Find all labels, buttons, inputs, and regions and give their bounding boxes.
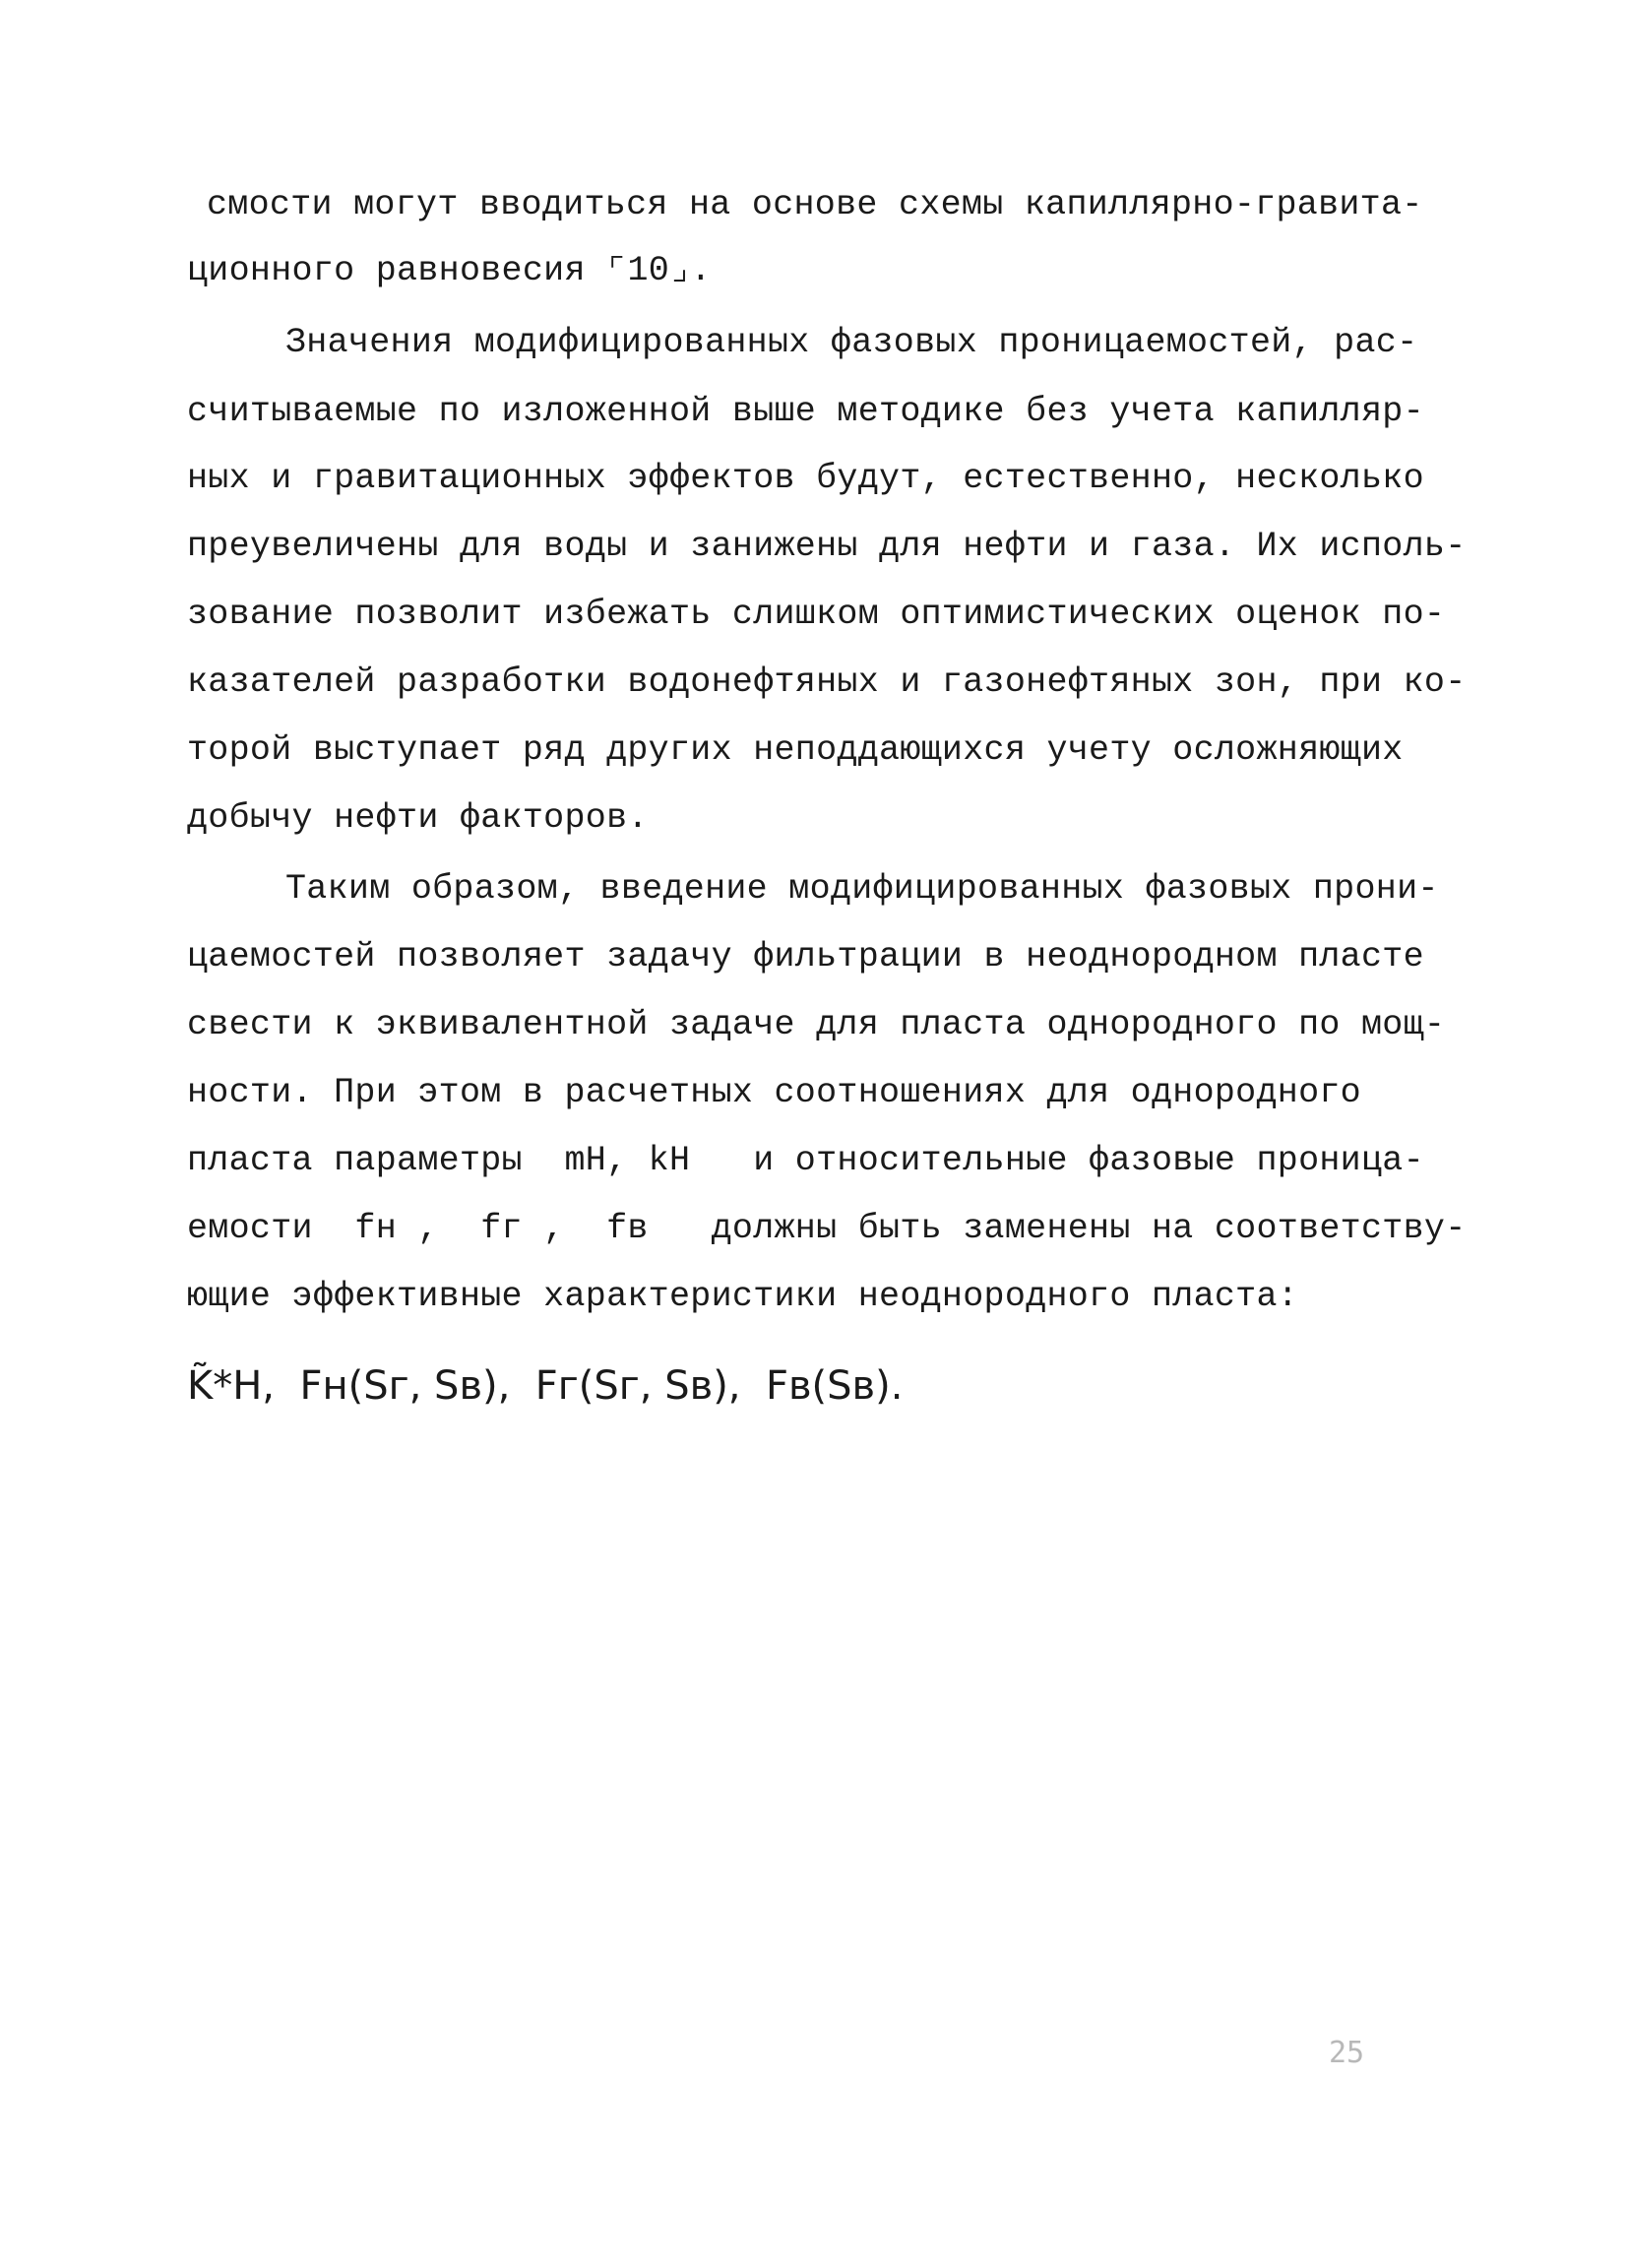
paragraph-3-line-3: свести к эквивалентной задаче для пласта однородного по мощ- xyxy=(187,1005,1446,1044)
paragraph-1-line-2: ционного равновесия ⌜10⌟. xyxy=(187,251,712,290)
paragraph-2-line-5: зование позволит избежать слишком оптимистических оценок по- xyxy=(187,595,1446,634)
paragraph-2-line-1: Значения модифицированных фазовых проницаемостей, рас- xyxy=(285,323,1418,362)
paragraph-3-line-4: ности. При этом в расчетных соотношениях для однородного xyxy=(187,1073,1361,1112)
paragraph-2-line-6: казателей разработки водонефтяных и газонефтяных зон, при ко- xyxy=(187,662,1467,702)
paragraph-3-line-2: цаемостей позволяет задачу фильтрации в неоднородном пласте xyxy=(187,937,1424,976)
paragraph-3-line-7: ющие эффективные характеристики неоднородного пласта: xyxy=(187,1277,1299,1316)
paragraph-2-line-4: преувеличены для воды и занижены для нефти и газа. Их исполь- xyxy=(187,527,1467,566)
paragraph-1-line-1: смости могут вводиться на основе схемы капиллярно-гравита- xyxy=(207,185,1423,224)
paragraph-2-line-8: добычу нефти факторов. xyxy=(187,798,649,838)
page-number: 25 xyxy=(1329,2036,1365,2070)
paragraph-2-line-7: торой выступает ряд других неподдающихся учету осложняющих xyxy=(187,730,1404,770)
paragraph-2-line-3: ных и гравитационных эффектов будут, естественно, несколько xyxy=(187,459,1424,498)
paragraph-3-line-1: Таким образом, введение модифицированных фазовых прони- xyxy=(285,869,1439,909)
paragraph-3-line-5: пласта параметры mH, kH и относительные фазовые проница- xyxy=(187,1141,1424,1180)
paragraph-3-line-6: емости fн , fг , fв должны быть заменены на соответству- xyxy=(187,1209,1467,1248)
paragraph-2-line-2: считываемые по изложенной выше методике без учета капилляр- xyxy=(187,392,1424,431)
formula-line: K̃*H, Fн(Sг, Sв), Fг(Sг, Sв), Fв(Sв). xyxy=(187,1363,904,1409)
